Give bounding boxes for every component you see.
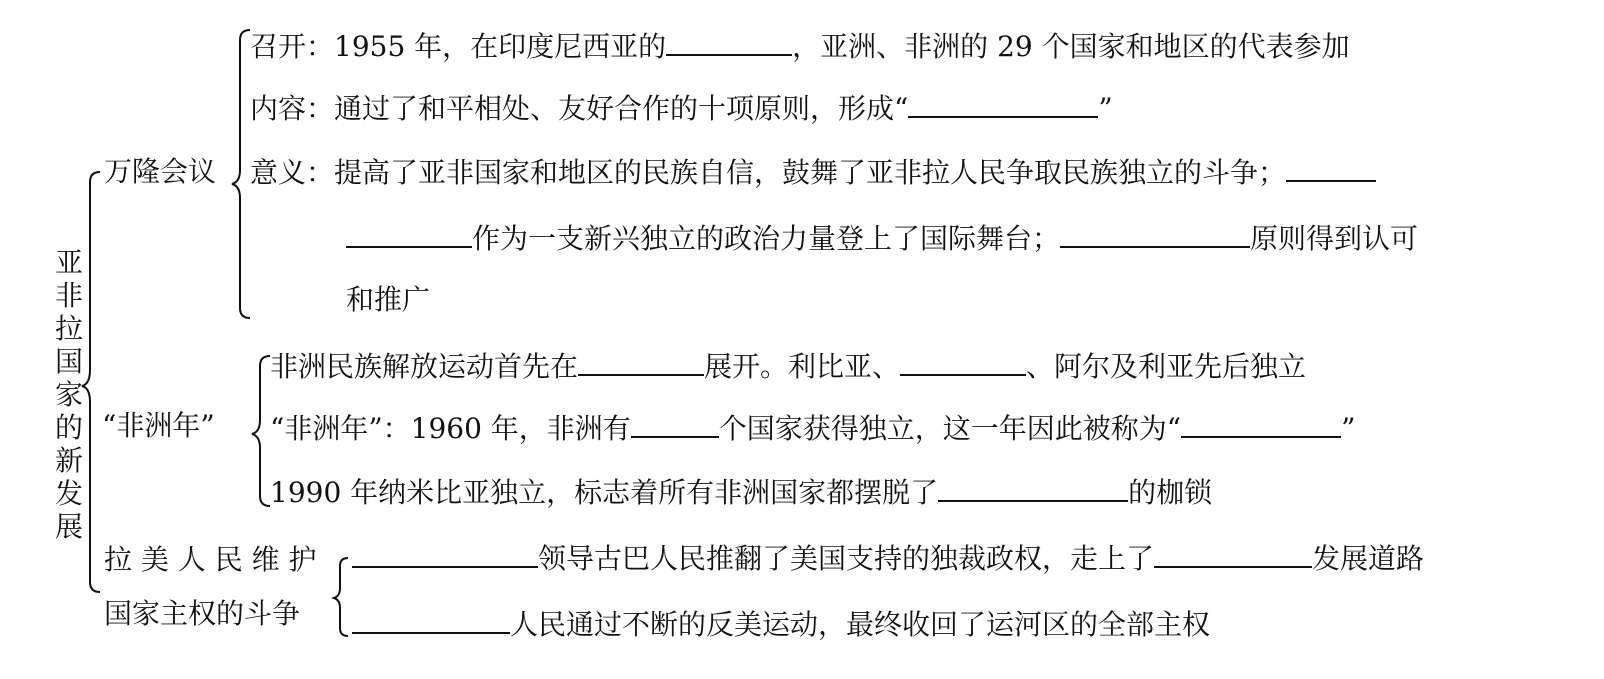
latin-line2: [352, 606, 1210, 643]
africa-line2-suffix: ”: [1341, 412, 1356, 445]
fill-blank[interactable]: [1286, 154, 1376, 182]
fill-blank[interactable]: [1060, 220, 1250, 248]
bandung-open-line: [250, 28, 1350, 65]
fill-blank[interactable]: [346, 220, 472, 248]
title-char: 国: [54, 345, 83, 378]
fill-blank[interactable]: [578, 348, 704, 376]
bandung-meaning-line2: [346, 220, 1418, 257]
africa-line2-mid: 个国家获得独立，这一年因此被称为“: [718, 412, 1182, 445]
latin-line2-suffix: 人民通过不断的反美运动，最终收回了运河区的全部主权: [510, 608, 1211, 641]
open-suffix: ，亚洲、非洲的 29 个国家和地区的代表参加: [792, 30, 1350, 63]
meaning-line1: 意义：提高了亚非国家和地区的民族自信，鼓舞了亚非拉人民争取民族独立的斗争；: [250, 156, 1287, 189]
latin-label-line1: 拉 美 人 民 维 护: [104, 543, 317, 576]
latin-line1-mid: 领导古巴人民推翻了美国支持的独裁政权，走上了: [538, 542, 1155, 575]
title-char: 的: [54, 411, 83, 444]
africa-line1-prefix: 非洲民族解放运动首先在: [270, 350, 579, 383]
africa-line1-suffix: 、阿尔及利亚先后独立: [1026, 350, 1307, 383]
latin-line1: [352, 540, 1424, 577]
africa-line3: [270, 474, 1212, 511]
title-char: 非: [54, 279, 83, 312]
bandung-content-line: [250, 90, 1113, 127]
bandung-meaning-line: [250, 154, 1376, 191]
title-char: 展: [54, 510, 83, 543]
title-char: 发: [54, 477, 83, 510]
bandung-label: 万隆会议: [104, 155, 217, 188]
latin-label-line2: 国家主权的斗争: [104, 597, 301, 630]
vertical-title: [52, 246, 86, 543]
title-char: 拉: [54, 312, 83, 345]
content-prefix: 内容：通过了和平相处、友好合作的十项原则，形成“: [250, 92, 909, 125]
fill-blank[interactable]: [908, 90, 1098, 118]
africa-line1: [270, 348, 1306, 385]
open-prefix: 召开：1955 年，在印度尼西亚的: [250, 30, 667, 63]
fill-blank[interactable]: [352, 606, 510, 634]
africa-line2: [270, 410, 1355, 447]
africa-line3-suffix: 的枷锁: [1128, 476, 1213, 509]
fill-blank[interactable]: [1181, 410, 1341, 438]
fill-blank[interactable]: [352, 540, 538, 568]
meaning-line2-mid: 作为一支新兴独立的政治力量登上了国际舞台；: [472, 222, 1061, 255]
africa-line1-mid: 展开。利比亚、: [704, 350, 901, 383]
title-char: 家: [54, 378, 83, 411]
fill-blank[interactable]: [666, 28, 792, 56]
fill-blank[interactable]: [631, 410, 719, 438]
content-suffix: ”: [1098, 92, 1113, 125]
latin-line1-suffix: 发展道路: [1312, 542, 1425, 575]
title-char: 新: [54, 444, 83, 477]
fill-blank[interactable]: [938, 474, 1128, 502]
fill-blank[interactable]: [900, 348, 1026, 376]
africa-label: “非洲年”: [102, 409, 215, 442]
fill-blank[interactable]: [1154, 540, 1312, 568]
meaning-line2-end: 原则得到认可: [1250, 222, 1419, 255]
africa-line3-prefix: 1990 年纳米比亚独立，标志着所有非洲国家都摆脱了: [270, 476, 939, 509]
africa-line2-prefix: “非洲年”：1960 年，非洲有: [270, 412, 631, 445]
bandung-meaning-line3: 和推广: [346, 283, 431, 316]
title-char: 亚: [54, 246, 83, 279]
